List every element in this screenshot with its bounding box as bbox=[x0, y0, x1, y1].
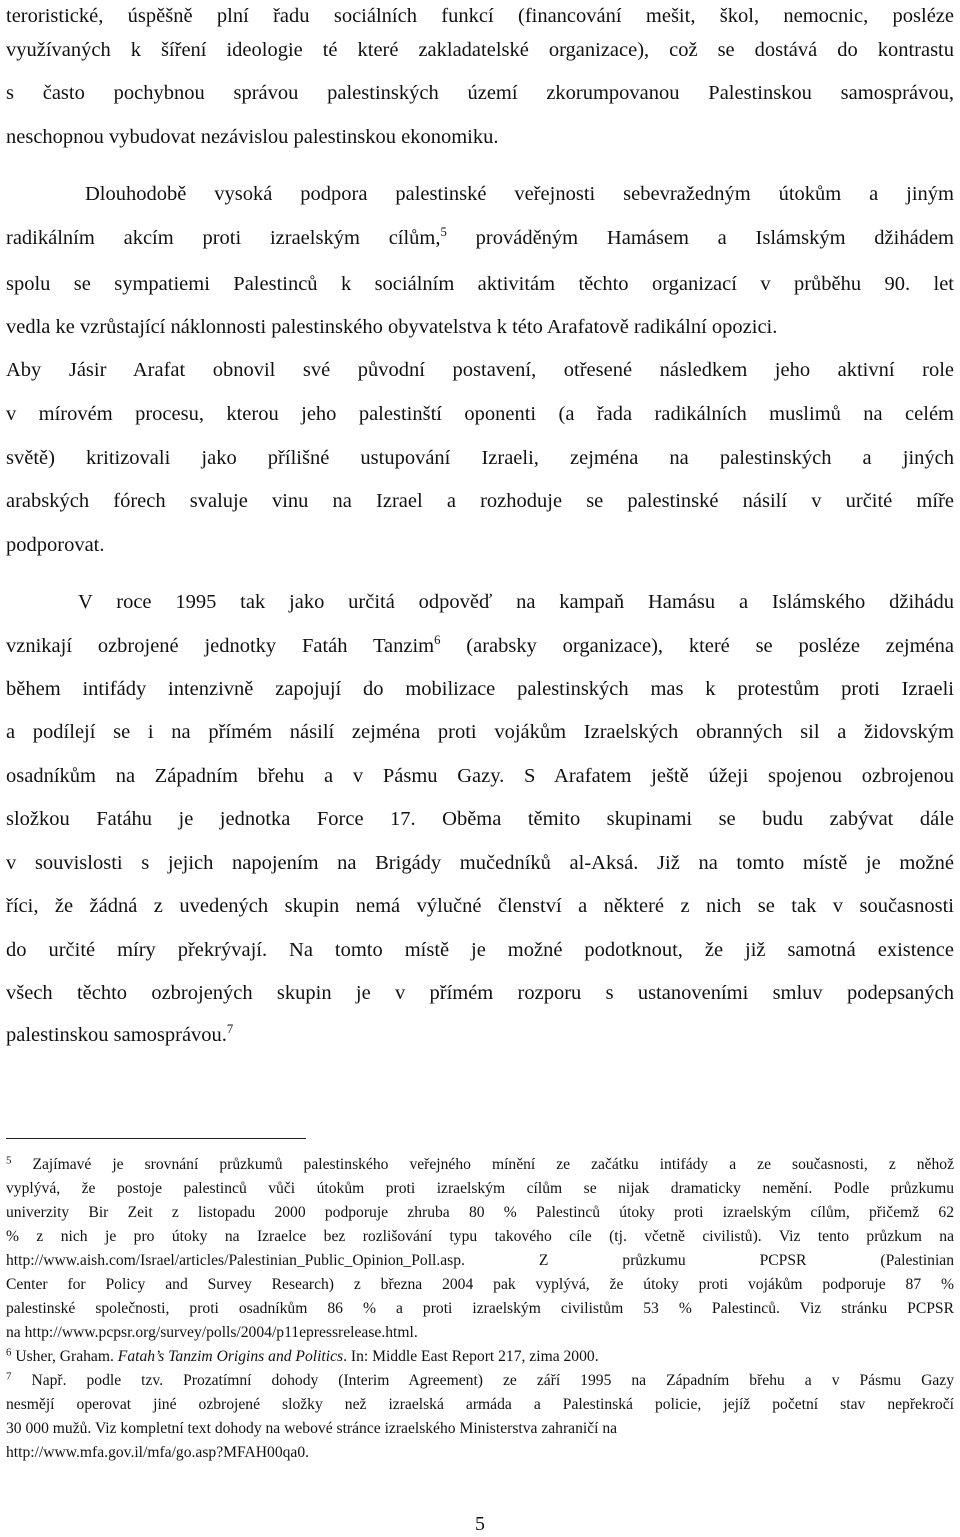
body-line: s často pochybnou správou palestinských území zkorumpovanou Palestinskou samosprávou, bbox=[6, 82, 954, 104]
footnote-line: 30 000 mužů. Viz kompletní text dohody na webové stránce izraelského Ministerstva zahraničí na bbox=[6, 1420, 618, 1437]
footnote-line: $^5$ Zajímavé je srovnání průzkumů palestinského veřejného mínění ze začátku intifády a ze současnosti, z něhož bbox=[6, 1154, 954, 1173]
body-line: v mírovém procesu, kterou jeho palestinští oponenti (a řada radikálních muslimů na celém bbox=[6, 403, 954, 425]
cited-title: Fatah’s Tanzim Origins and Politics bbox=[117, 1348, 344, 1365]
body-line: vedla ke vzrůstající náklonnosti palestinského obyvatelstva k této Arafatově radikální opozici. bbox=[6, 316, 778, 338]
body-line: neschopnou vybudovat nezávislou palestinskou ekonomiku. bbox=[6, 126, 499, 148]
body-line: využívaných k šíření ideologie té které zakladatelské organizace), což se dostává do kontrastu bbox=[6, 39, 954, 61]
body-line: a podílejí se i na přímém násilí zejména proti vojákům Izraelských obranných sil a židovským bbox=[6, 721, 954, 743]
body-line: osadníkům na Západním břehu a v Pásmu Gazy. S Arafatem ještě úžeji spojenou ozbrojenou bbox=[6, 765, 954, 787]
footnote-separator bbox=[6, 1138, 306, 1139]
footnote-line: http://www.aish.com/Israel/articles/Palestinian_Public_Opinion_Poll.asp. Z průzkumu PCPSR (Palestinian bbox=[6, 1252, 954, 1269]
footnote-line: vyplývá, že postoje palestinců vůči útokům proti izraelským cílům se nijak dramaticky nemění. Podle průzkumu bbox=[6, 1180, 954, 1197]
footnote-line: Center for Policy and Survey Research) z března 2004 pak vyplývá, že útoky proti vojákům podporuje 87 % bbox=[6, 1276, 954, 1293]
body-line: Aby Jásir Arafat obnovil své původní postavení, otřesené následkem jeho aktivní role bbox=[6, 359, 954, 381]
footnote-ref: 6 bbox=[434, 632, 441, 647]
footnote-line: nesmějí operovat jiné ozbrojené složky než izraelská armáda a Palestinská policie, jejíž početní stav nepřekročí bbox=[6, 1396, 954, 1413]
footnote-line: http://www.mfa.gov.il/mfa/go.asp?MFAH00qa0. bbox=[6, 1444, 310, 1461]
body-line: spolu se sympatiemi Palestinců k sociálním aktivitám těchto organizací v průběhu 90. let bbox=[6, 273, 954, 295]
body-line: palestinskou samosprávou.$^7$ bbox=[6, 1021, 234, 1046]
body-line: arabských fórech svaluje vinu na Izrael a rozhoduje se palestinské násilí v určité míře bbox=[6, 490, 954, 512]
body-line: radikálním akcím proti izraelským cílům,$^5$ prováděným Hamásem a Islámským džihádem bbox=[6, 224, 954, 249]
footnote-line: % z nich je pro útoky na Izraelce bez rozlišování typu takového cíle (tj. včetně civilistů). Viz tento průzkum na bbox=[6, 1228, 954, 1245]
footnote-line: $^6$ Usher, Graham. Fatah’s Tanzim Origins and Politics. In: Middle East Report 217, zima 2000. bbox=[6, 1346, 599, 1365]
body-line: vznikají ozbrojené jednotky Fatáh Tanzim$^6$ (arabsky organizace), které se posléze zejména bbox=[6, 632, 954, 657]
footnote-line: univerzity Bir Zeit z listopadu 2000 podporuje zhruba 80 % Palestinců útoky proti izraelským cílům, přičemž 62 bbox=[6, 1204, 954, 1221]
body-line: do určité míry překrývají. Na tomto místě je možné podotknout, že již samotná existence bbox=[6, 939, 954, 961]
footnote-ref: 5 bbox=[440, 224, 447, 239]
body-line: teroristické, úspěšně plní řadu sociálních funkcí (financování mešit, škol, nemocnic, posléze bbox=[6, 5, 954, 27]
body-line: během intifády intenzivně zapojují do mobilizace palestinských mas k protestům proti Izraeli bbox=[6, 678, 954, 700]
footnote-number: 6 bbox=[6, 1346, 12, 1359]
body-line: v souvislosti s jejich napojením na Brigády mučedníků al-Aksá. Již na tomto místě je možné bbox=[6, 852, 954, 874]
body-line: světě) kritizovali jako přílišné ustupování Izraeli, zejména na palestinských a jiných bbox=[6, 447, 954, 469]
body-line: všech těchto ozbrojených skupin je v přímém rozporu s ustanoveními smluv podepsaných bbox=[6, 982, 954, 1004]
footnote-line: $^7$ Např. podle tzv. Prozatímní dohody (Interim Agreement) ze září 1995 na Západním břehu a v Pásmu Gazy bbox=[6, 1370, 954, 1389]
body-line: podporovat. bbox=[6, 534, 105, 556]
page-number: 5 bbox=[475, 1513, 485, 1535]
body-line: Dlouhodobě vysoká podpora palestinské veřejnosti sebevražedným útokům a jiným bbox=[85, 183, 954, 205]
footnote-line: palestinské společnosti, proti osadníkům 86 % a proti izraelským civilistům 53 % Palestinců. Viz stránku PCPSR bbox=[6, 1300, 954, 1317]
footnote-line: na http://www.pcpsr.org/survey/polls/2004/p11epressrelease.html. bbox=[6, 1324, 418, 1341]
body-line: říci, že žádná z uvedených skupin nemá výlučné členství a některé z nich se tak v současnosti bbox=[6, 895, 954, 917]
body-line: V roce 1995 tak jako určitá odpověď na kampaň Hamásu a Islámského džihádu bbox=[78, 591, 954, 613]
footnote-ref: 7 bbox=[226, 1021, 234, 1036]
body-line: složkou Fatáhu je jednotka Force 17. Oběma těmito skupinami se budu zabývat dále bbox=[6, 808, 954, 830]
footnote-number: 5 bbox=[6, 1154, 12, 1167]
footnote-number: 7 bbox=[6, 1370, 12, 1383]
